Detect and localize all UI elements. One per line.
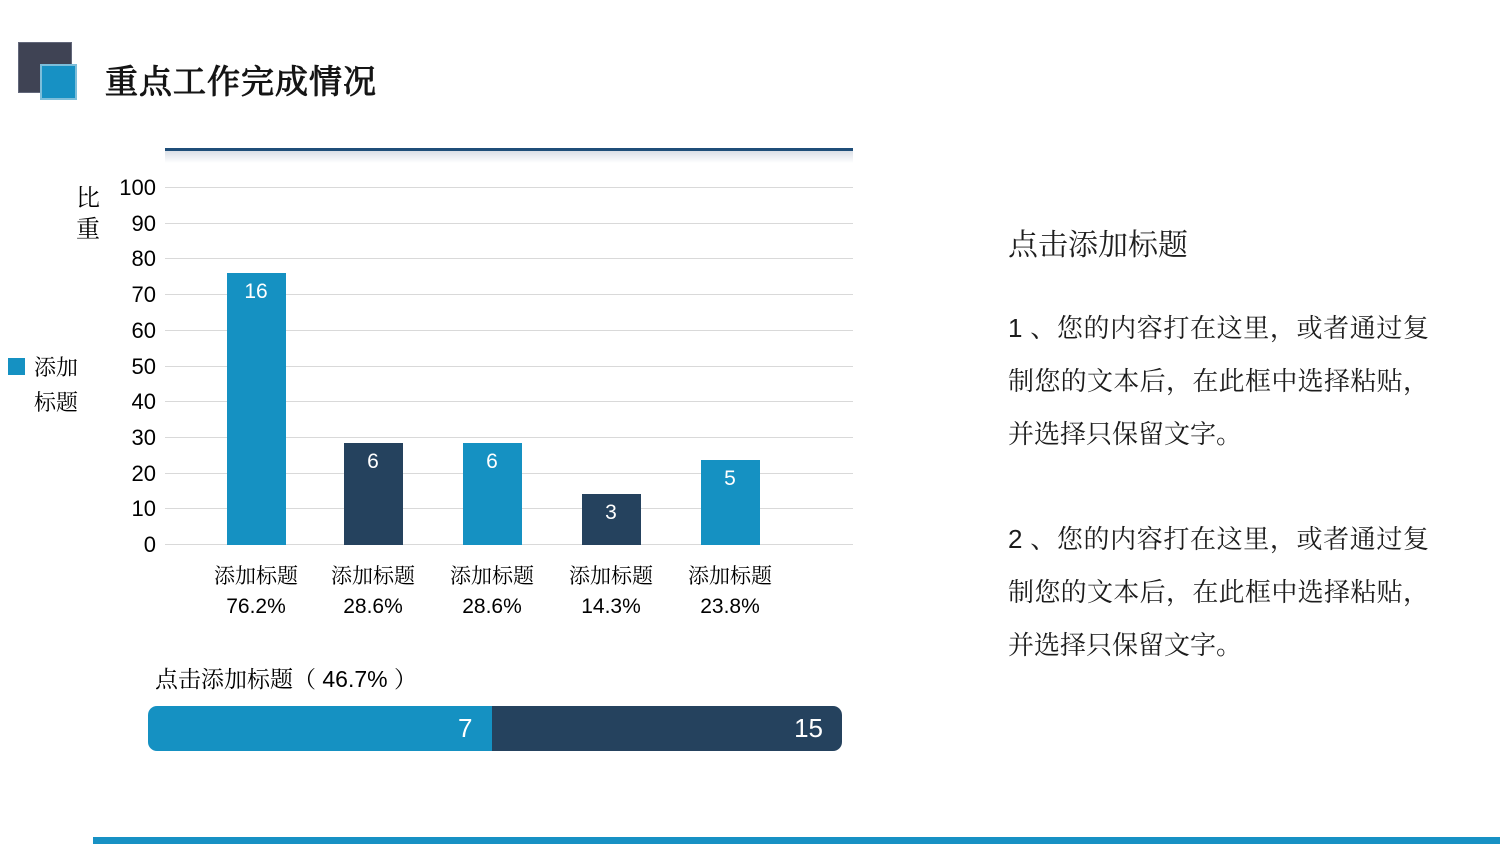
bar-value-label: 6 xyxy=(367,449,379,473)
y-axis-tick: 50 xyxy=(131,353,156,379)
y-axis-title: 比重 xyxy=(76,185,100,243)
bar-chart-plot-area xyxy=(119,175,853,618)
category-label-4: 添加标题 14.3% xyxy=(569,565,653,618)
y-axis-tick: 90 xyxy=(131,210,156,236)
stacked-bar xyxy=(148,706,842,751)
bar-value-label: 3 xyxy=(605,500,617,524)
stacked-segment-2: 15 xyxy=(492,706,842,751)
bar-1 xyxy=(227,273,286,545)
side-panel-body xyxy=(1008,302,1429,724)
y-axis-tick: 60 xyxy=(131,317,156,343)
bar-4 xyxy=(582,494,641,545)
y-axis-tick: 100 xyxy=(119,175,156,200)
y-axis-tick: 40 xyxy=(131,389,156,415)
y-axis-tick: 20 xyxy=(131,460,156,486)
bar-5 xyxy=(701,460,760,545)
y-axis-tick: 30 xyxy=(131,424,156,450)
category-label-1: 添加标题 76.2% xyxy=(214,565,298,618)
stacked-bar-title: 点击添加标题（ 46.7% ） xyxy=(155,666,417,692)
side-paragraph-1: 1 、您的内容打在这里，或者通过复制您的文本后，在此框中选择粘贴，并选择只保留文字。 xyxy=(1008,313,1429,449)
legend-label: 添加标题 xyxy=(34,355,79,415)
chart-top-divider xyxy=(165,148,853,151)
bar-value-label: 5 xyxy=(724,467,736,491)
gridline xyxy=(165,223,853,224)
chart-legend xyxy=(8,350,82,420)
bar-3 xyxy=(463,443,522,545)
bar-value-label: 6 xyxy=(486,449,498,473)
y-axis-tick: 70 xyxy=(131,282,156,308)
bar-2 xyxy=(344,443,403,545)
page-title: 重点工作完成情况 xyxy=(105,63,377,100)
category-label-2: 添加标题 28.6% xyxy=(331,565,415,618)
bottom-accent-strip xyxy=(93,837,1500,844)
y-axis-tick: 80 xyxy=(131,246,156,272)
title-accent-square-teal xyxy=(40,64,77,100)
side-paragraph-2: 2 、您的内容打在这里，或者通过复制您的文本后，在此框中选择粘贴，并选择只保留文字。 xyxy=(1008,524,1429,660)
gridline xyxy=(165,187,853,188)
side-panel-heading: 点击添加标题 xyxy=(1008,229,1188,262)
category-label-5: 添加标题 23.8% xyxy=(688,565,772,618)
legend-swatch xyxy=(8,358,25,375)
y-axis-tick: 10 xyxy=(131,496,156,522)
bar-value-label: 16 xyxy=(244,279,268,303)
category-label-3: 添加标题 28.6% xyxy=(450,565,534,618)
y-axis-tick: 0 xyxy=(143,532,156,557)
gridline xyxy=(165,258,853,259)
stacked-segment-1: 7 xyxy=(148,706,492,751)
